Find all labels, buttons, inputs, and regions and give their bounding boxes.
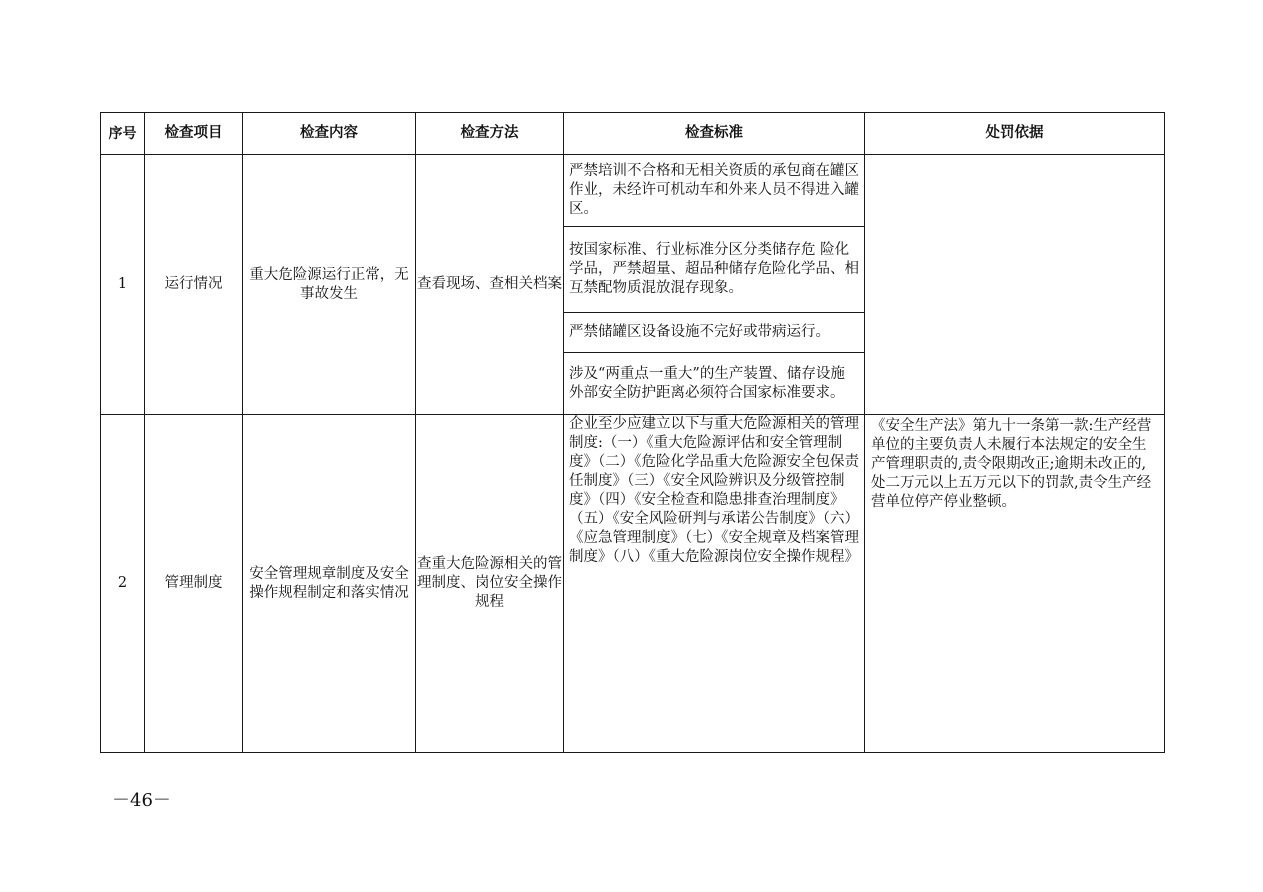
page-number: －46－ xyxy=(112,790,171,811)
row-2-item: 管理制度 xyxy=(145,415,243,753)
row-1-standard-3: 严禁储罐区设备设施不完好或带病运行。 xyxy=(564,313,865,353)
row-1-content: 重大危险源运行正常，无事故发生 xyxy=(243,155,416,415)
header-seq: 序号 xyxy=(101,113,145,155)
inspection-table xyxy=(100,112,1165,753)
row-1-penalty xyxy=(865,155,1165,415)
header-method: 检查方法 xyxy=(416,113,564,155)
row-1-item: 运行情况 xyxy=(145,155,243,415)
row-1-seq: 1 xyxy=(101,155,145,415)
row-2-standard: 企业至少应建立以下与重大危险源相关的管理制度:（一）《重大危险源评估和安全管理制度》（二）《危险化学品重大危险源安全包保责任制度》（三）《安全风险辨识及分级管控制度》（四）《安全检查和隐患排查治理制度》（五）《安全风险研判与承诺公告制度》（六）《应急管理制度》（七）《安全规章及档案管理制度》（八）《重大危险源岗位安全操作规程》 xyxy=(564,415,865,753)
row-2-method: 查重大危险源相关的管理制度、岗位安全操作规程 xyxy=(416,415,564,753)
row-2-seq: 2 xyxy=(101,415,145,753)
table-row xyxy=(101,155,1165,227)
row-2-penalty: 《安全生产法》第九十一条第一款:生产经营单位的主要负责人未履行本法规定的安全生产管理职责的,责令限期改正;逾期未改正的,处二万元以上五万元以下的罚款,责令生产经营单位停产停业整顿。 xyxy=(865,415,1165,753)
row-2-content: 安全管理规章制度及安全操作规程制定和落实情况 xyxy=(243,415,416,753)
row-1-standard-2: 按国家标准、行业标准分区分类储存危 险化学品，严禁超量、超品种储存危险化学品、相互禁配物质混放混存现象。 xyxy=(564,227,865,313)
header-standard: 检查标准 xyxy=(564,113,865,155)
row-1-standard-1: 严禁培训不合格和无相关资质的承包商在罐区 作业，未经许可机动车和外来人员不得进入罐区。 xyxy=(564,155,865,227)
header-item: 检查项目 xyxy=(145,113,243,155)
table-row xyxy=(101,415,1165,753)
header-content: 检查内容 xyxy=(243,113,416,155)
header-penalty: 处罚依据 xyxy=(865,113,1165,155)
row-1-method: 查看现场、查相关档案 xyxy=(416,155,564,415)
header-row xyxy=(101,113,1165,155)
row-1-standard-4: 涉及“两重点一重大”的生产装置、储存设施外部安全防护距离必须符合国家标准要求。 xyxy=(564,353,865,415)
